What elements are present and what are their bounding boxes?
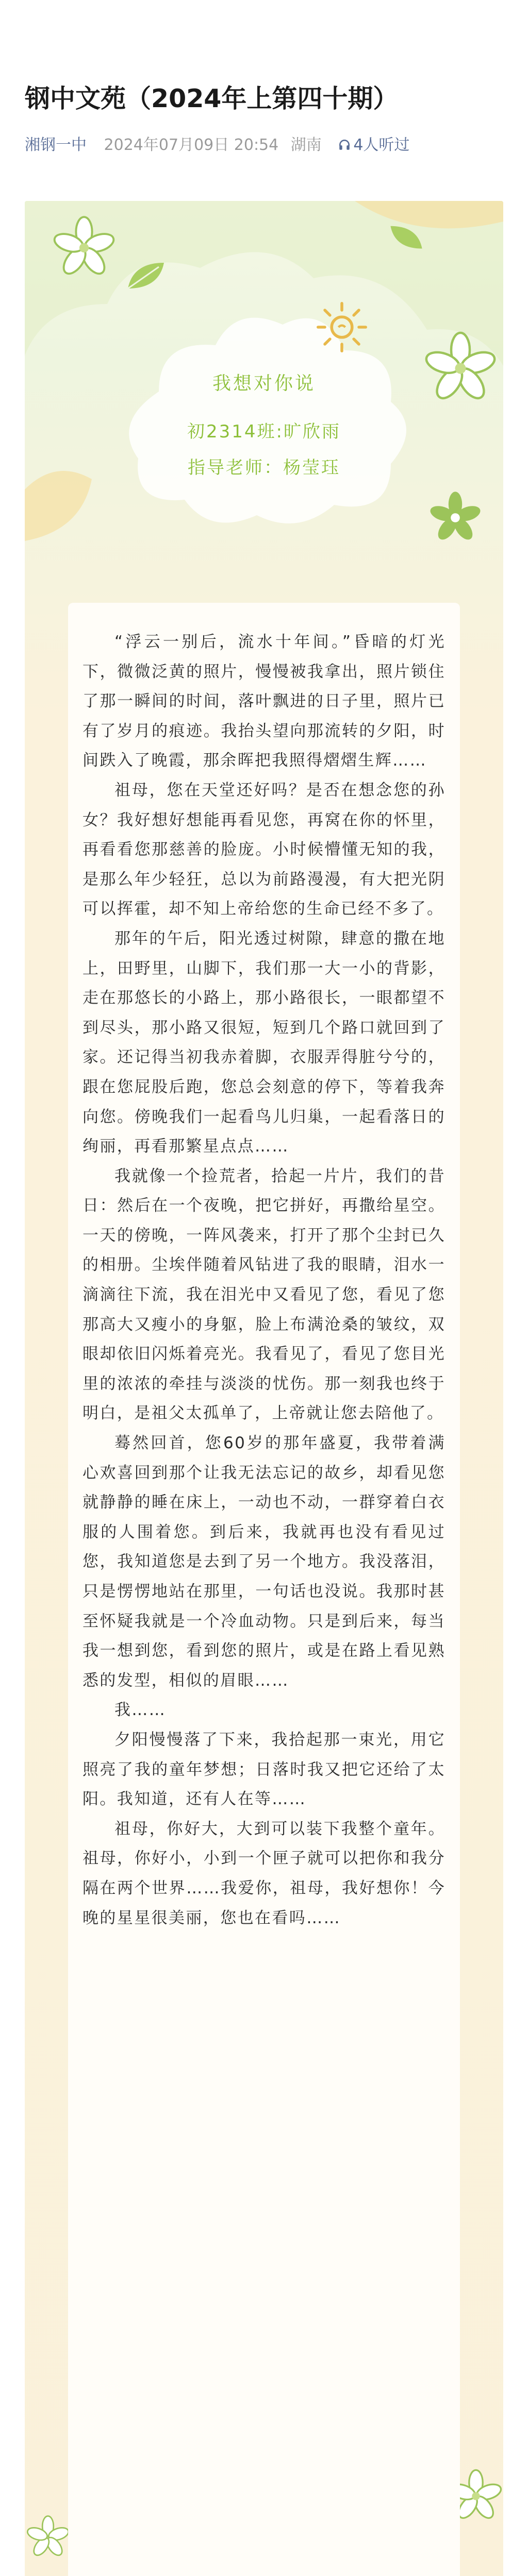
essay-paragraph: 我就像一个捡荒者，拾起一片片，我们的昔日：然后在一个夜晚，把它拼好，再撒给星空。一天的傍晚，一阵风袭来，打开了那个尘封已久的相册。尘埃伴随着风钻进了我的眼睛，泪水一滴滴往下流，我在泪光中又看见了您，看见了您那高大又瘦小的身躯，脸上布满沧桑的皱纹，双眼却依旧闪烁着亮光。我看见了，看见了您目光里的浓浓的牵挂与淡淡的忧伤。那一刻我也终于明白，是祖父太孤单了，上帝就让您去陪他了。 — [82, 1166, 446, 1423]
flower-icon — [422, 330, 499, 407]
essay-paragraph: 我…… — [114, 1701, 167, 1720]
author-line: 初2314班:旷欣雨 — [187, 421, 341, 442]
flower-icon — [25, 2514, 71, 2561]
article-title: 钢中文苑（2024年上第四十期） — [25, 84, 399, 113]
essay-paragraph: 祖母，你好大，大到可以装下我整个童年。祖母，你好小，小到一个匣子就可以把你和我分隔在两个世界……我爱你，祖母，我好想你！今晚的星星很美丽，您也在看吗…… — [82, 1819, 446, 1927]
essay-paragraph: 祖母，您在天堂还好吗？是否在想念您的孙女？我好想好想能再看见您，再窝在你的怀里，再看看您那慈善的脸庞。小时候懵懂无知的我，是那么年少轻狂，总以为前路漫漫，有大把光阴可以挥霍，却不知上帝给您的生命已经不多了。 — [82, 781, 446, 919]
publish-date: 2024年07月09日 20:54 — [104, 136, 279, 154]
article-meta — [25, 135, 409, 156]
article-card — [25, 201, 503, 2576]
account-link[interactable]: 湘钢一中 — [25, 136, 87, 154]
article-header — [25, 82, 509, 115]
cloud-frame — [102, 294, 422, 536]
essay-paragraph: 蓦然回首，您60岁的那年盛夏，我带着满心欢喜回到那个让我无法忘记的故乡，却看见您就静静的睡在床上，一动也不动，一群穿着白衣服的人围着您。到后来，我就再也没有看见过您，我知道您是去到了另一个地方。我没落泪，只是愣愣地站在那里，一句话也没说。我那时甚至怀疑我就是一个冷血动物。只是到后来，每当我一想到您，看到您的照片，或是在路上看见熟悉的发型，相似的眉眼…… — [82, 1434, 446, 1690]
sun-icon — [314, 299, 370, 355]
publish-region: 湖南 — [290, 136, 322, 154]
essay-paragraph: “浮云一别后，流水十年间。”昏暗的灯光下，微微泛黄的照片，慢慢被我拿出，照片锁住了那一瞬间的时间，落叶飘进的日子里，照片已有了岁月的痕迹。我抬头望向那流转的夕阳，时间跌入了晚霞，那余晖把我照得熠熠生辉…… — [82, 633, 446, 770]
teacher-line: 指导老师：杨莹珏 — [188, 457, 340, 478]
essay-paragraph: 那年的午后，阳光透过树隙，肆意的撒在地上，田野里，山脚下，我们那一大一小的背影，走在那悠长的小路上，那小路很长，一眼都望不到尽头，那小路又很短，短到几个路口就回到了家。还记得当初我赤着脚，衣服弄得脏兮兮的，跟在您屁股后跑，您总会刻意的停下，等着我奔向您。傍晚我们一起看鸟儿归巢，一起看落日的绚丽，再看那繁星点点…… — [82, 929, 446, 1156]
listen-count: 4人听过 — [353, 136, 410, 154]
banner-title: 我想对你说 — [212, 373, 316, 394]
leaf-icon — [123, 258, 169, 299]
leaf-icon — [386, 222, 427, 258]
flower-icon — [51, 214, 118, 281]
headphones-icon — [338, 138, 351, 151]
essay-paragraph: 夕阳慢慢落了下来，我拾起那一束光，用它照亮了我的童年梦想；日落时我又把它还给了太阳。我知道，还有人在等…… — [82, 1730, 446, 1809]
flower-icon — [427, 489, 484, 546]
essay-body — [82, 628, 446, 1933]
listen-button[interactable] — [338, 136, 409, 154]
